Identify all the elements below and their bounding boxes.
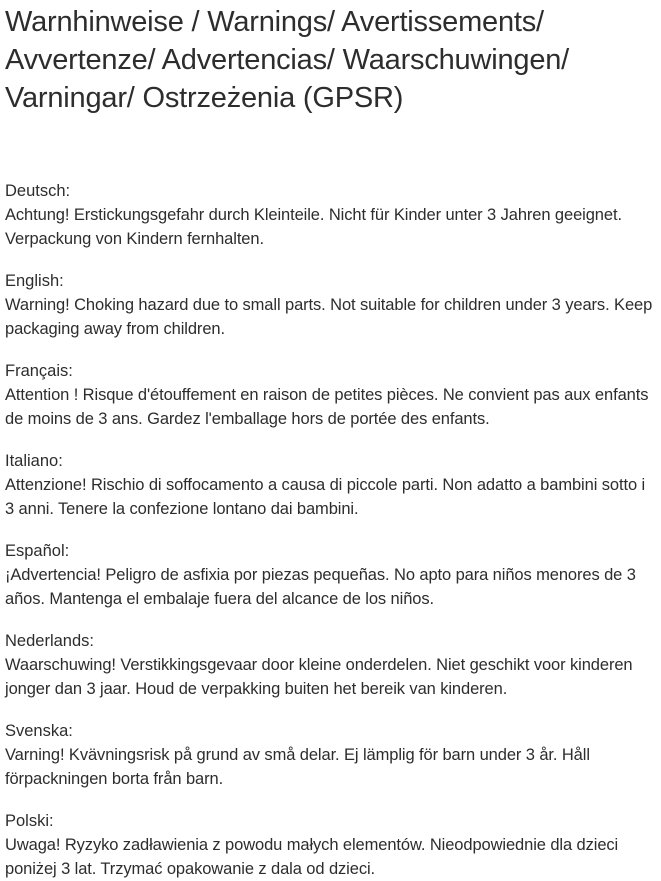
warning-text: Warning! Choking hazard due to small parts. Not suitable for children under 3 years. Keep packaging away from children. xyxy=(5,296,653,338)
language-label: Nederlands: xyxy=(5,632,94,650)
language-label: Italiano: xyxy=(5,452,63,470)
warning-section-francais xyxy=(5,359,658,431)
warning-text: Uwaga! Ryzyko zadławienia z powodu małych elementów. Nieodpowiednie dla dzieci poniżej 3 lat. Trzymać opakowanie z dala od dzieci. xyxy=(5,836,619,878)
warning-section-svenska xyxy=(5,719,658,791)
language-label: Español: xyxy=(5,542,70,560)
page-title: Warnhinweise / Warnings/ Avertissements/ Avvertenze/ Advertencias/ Waarschuwingen/ Varningar/ Ostrzeżenia (GPSR) xyxy=(5,6,570,114)
warning-section-nederlands xyxy=(5,629,658,701)
warning-section-polski xyxy=(5,809,658,881)
language-label: English: xyxy=(5,272,64,290)
warning-section-deutsch xyxy=(5,179,658,251)
warning-text: Achtung! Erstickungsgefahr durch Kleinteile. Nicht für Kinder unter 3 Jahren geeignet. Verpackung von Kindern fernhalten. xyxy=(5,206,622,248)
language-label: Svenska: xyxy=(5,722,73,740)
warning-section-italiano xyxy=(5,449,658,521)
warning-text: Attenzione! Rischio di soffocamento a causa di piccole parti. Non adatto a bambini sotto i 3 anni. Tenere la confezione lontano dai bambini. xyxy=(5,476,646,518)
warning-text: ¡Advertencia! Peligro de asfixia por piezas pequeñas. No apto para niños menores de 3 años. Mantenga el embalaje fuera del alcance de los niños. xyxy=(5,566,636,608)
warning-text: Varning! Kvävningsrisk på grund av små delar. Ej lämplig för barn under 3 år. Håll förpackningen borta från barn. xyxy=(5,746,590,788)
language-label: Français: xyxy=(5,362,73,380)
warning-text: Waarschuwing! Verstikkingsgevaar door kleine onderdelen. Niet geschikt voor kinderen jonger dan 3 jaar. Houd de verpakking buiten het bereik van kinderen. xyxy=(5,656,633,698)
warning-section-english xyxy=(5,269,658,341)
warning-text: Attention ! Risque d'étouffement en raison de petites pièces. Ne convient pas aux enfants de moins de 3 ans. Gardez l'emballage hors de portée des enfants. xyxy=(5,386,649,428)
language-label: Deutsch: xyxy=(5,182,71,200)
language-label: Polski: xyxy=(5,812,54,830)
warning-section-espanol xyxy=(5,539,658,611)
